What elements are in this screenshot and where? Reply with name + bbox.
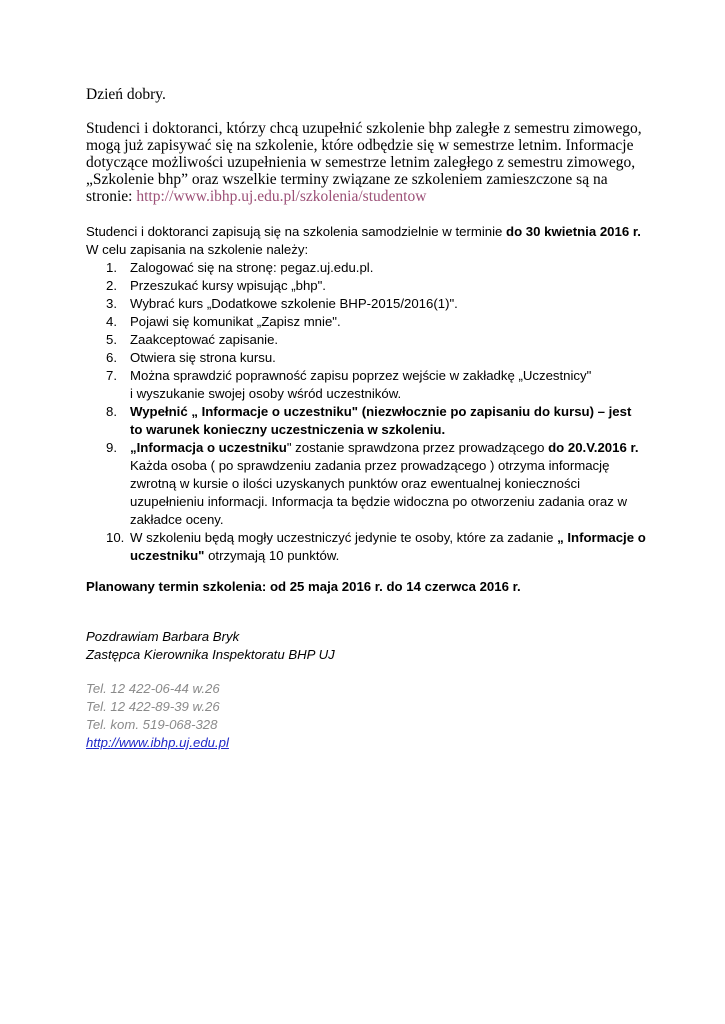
step-number: 1.: [106, 260, 117, 275]
planned-term-text: Planowany termin szkolenia: od 25 maja 2016 r. do 14 czerwca 2016 r.: [86, 579, 521, 594]
signature-title: Zastępca Kierownika Inspektoratu BHP UJ: [86, 647, 335, 662]
list-item: [86, 259, 646, 277]
intro-paragraph: [86, 120, 646, 205]
document-page: [86, 86, 646, 752]
step-text-part: otrzymają 10 punktów.: [204, 548, 340, 563]
mobile-phone: Tel. kom. 519-068-328: [86, 717, 218, 732]
step-text: Otwiera się strona kursu.: [130, 350, 276, 365]
step-number: 3.: [106, 296, 117, 311]
planned-term: [86, 578, 646, 596]
step-number: 5.: [106, 332, 117, 347]
step-number: 9.: [106, 440, 117, 455]
deadline-text: Studenci i doktoranci zapisują się na szkolenia samodzielnie w terminie: [86, 224, 507, 239]
phone-2: Tel. 12 422-89-39 w.26: [86, 699, 220, 714]
step-number: 10.: [106, 530, 125, 545]
step-text-bold: Wypełnić „ Informacje o uczestniku" (niezwłocznie po zapisaniu do kursu) – jest to warunek konieczny uczestniczenia w szkoleniu.: [130, 404, 632, 437]
step-bold-date: do 20.V.2016 r.: [548, 440, 639, 455]
phone-1: Tel. 12 422-06-44 w.26: [86, 681, 220, 696]
steps-list: [86, 259, 646, 565]
list-item: [86, 367, 646, 403]
step-text-part: W szkoleniu będą mogły uczestniczyć jedynie te osoby, które za zadanie: [130, 530, 558, 545]
list-item: [86, 439, 646, 529]
step-text: Pojawi się komunikat „Zapisz mnie".: [130, 314, 341, 329]
step-text-part: " zostanie sprawdzona przez prowadzącego: [286, 440, 549, 455]
signature-block: [86, 628, 646, 664]
step-number: 8.: [106, 404, 117, 419]
instructions-section: [86, 223, 646, 752]
list-item: [86, 313, 646, 331]
greeting: Dzień dobry.: [86, 86, 166, 103]
signature-name: Pozdrawiam Barbara Bryk: [86, 629, 240, 644]
list-item: [86, 349, 646, 367]
step-number: 4.: [106, 314, 117, 329]
deadline-date: do 30 kwietnia 2016 r.: [506, 224, 641, 239]
step-text: Przeszukać kursy wpisując „bhp".: [130, 278, 326, 293]
step-text: Zaakceptować zapisanie.: [130, 332, 279, 347]
step-text: Wybrać kurs „Dodatkowe szkolenie BHP-2015/2016(1)".: [130, 296, 458, 311]
list-item: [86, 529, 646, 565]
steps-intro: W celu zapisania na szkolenie należy:: [86, 242, 309, 257]
website-line: [86, 734, 646, 752]
step-number: 2.: [106, 278, 117, 293]
step-bold-part: „ Informacje o uczestniku": [130, 530, 646, 563]
list-item: [86, 295, 646, 313]
step-text-part: Każda osoba ( po sprawdzeniu zadania przez prowadzącego ) otrzyma informację zwrotną w kursie o ilości uzyskanych punktów oraz ewentualnej konieczności uzupełnieniu informacji. Informacja ta będzie widoczna po otworzeniu zadania oraz w zakładce oceny.: [130, 458, 628, 527]
step-bold-part: „Informacja o uczestniku: [130, 440, 287, 455]
list-item: [86, 403, 646, 439]
deadline-paragraph: [86, 223, 646, 241]
step-text: Można sprawdzić poprawność zapisu poprzez wejście w zakładkę „Uczestnicy": [130, 368, 592, 383]
step-number: 7.: [106, 368, 117, 383]
szkolenia-link[interactable]: http://www.ibhp.uj.edu.pl/szkolenia/studentow: [136, 188, 427, 205]
step-text-continued: i wyszukanie swojej osoby wśród uczestników.: [130, 386, 402, 401]
list-item: [86, 277, 646, 295]
website-link[interactable]: http://www.ibhp.uj.edu.pl: [86, 735, 229, 750]
contact-block: [86, 680, 646, 752]
step-number: 6.: [106, 350, 117, 365]
list-item: [86, 331, 646, 349]
step-text: Zalogować się na stronę: pegaz.uj.edu.pl.: [130, 260, 374, 275]
intro-text: Studenci i doktoranci, którzy chcą uzupełnić szkolenie bhp zaległe z semestru zimowego, mogą już zapisywać się na szkolenie, które odbędzie się w semestrze letnim. Informacje dotyczące możliwości uzupełnienia w semestrze letnim zaległego z semestru zimowego, „Szkolenie bhp” oraz wszelkie terminy związane ze szkoleniem zamieszczone są na stronie:: [86, 120, 642, 205]
